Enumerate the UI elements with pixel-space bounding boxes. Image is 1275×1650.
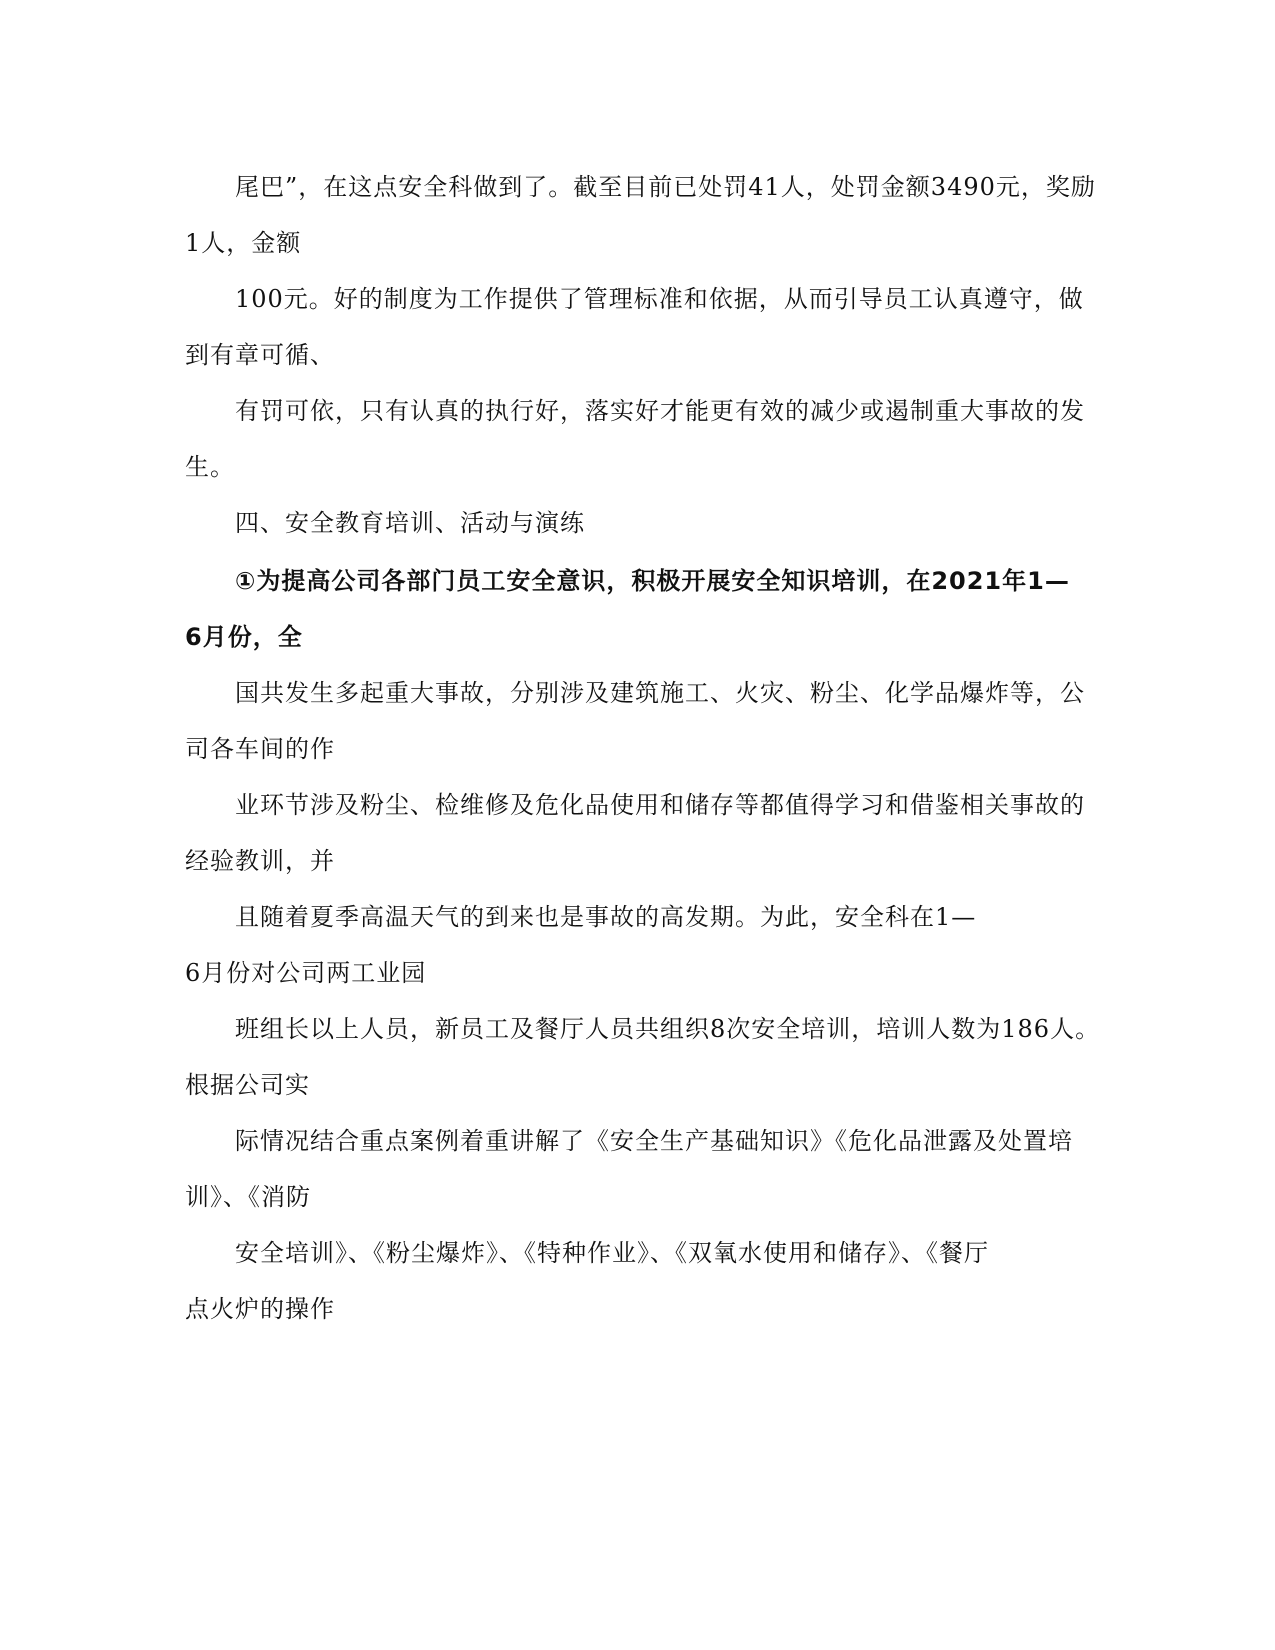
section-heading: 四、安全教育培训、活动与演练 — [235, 509, 585, 537]
paragraph-line: 训》、《消防 — [185, 1183, 311, 1211]
paragraph-line: 经验教训，并 — [185, 847, 335, 875]
paragraph-line: 际情况结合重点案例着重讲解了《安全生产基础知识》《危化品泄露及处置培 — [235, 1127, 1073, 1155]
paragraph-line: 6月份对公司两工业园 — [185, 959, 427, 987]
paragraph-line: 安全培训》、《粉尘爆炸》、《特种作业》、《双氧水使用和储存》、《餐厅 — [235, 1239, 989, 1267]
paragraph-line: 业环节涉及粉尘、检维修及危化品使用和储存等都值得学习和借鉴相关事故的 — [235, 791, 1085, 819]
bold-paragraph-line: 6月份，全 — [185, 623, 303, 651]
paragraph-line: 司各车间的作 — [185, 735, 335, 763]
paragraph-line: 班组长以上人员，新员工及餐厅人员共组织8次安全培训，培训人数为186人。 — [235, 1015, 1101, 1043]
paragraph-line: 生。 — [185, 453, 235, 481]
paragraph-line: 有罚可依，只有认真的执行好，落实好才能更有效的减少或遏制重大事故的发 — [235, 397, 1085, 425]
paragraph-line: 到有章可循、 — [185, 341, 335, 369]
paragraph-line: 且随着夏季高温天气的到来也是事故的高发期。为此，安全科在1— — [235, 903, 977, 931]
paragraph-line: 国共发生多起重大事故，分别涉及建筑施工、火灾、粉尘、化学品爆炸等，公 — [235, 679, 1085, 707]
paragraph-line: 点火炉的操作 — [185, 1295, 335, 1323]
paragraph-line: 100元。好的制度为工作提供了管理标准和依据，从而引导员工认真遵守，做 — [235, 285, 1084, 313]
paragraph-line: 1人，金额 — [185, 229, 302, 257]
paragraph-line: 根据公司实 — [185, 1071, 310, 1099]
paragraph-line: 尾巴”，在这点安全科做到了。截至目前已处罚41人，处罚金额3490元，奖励 — [235, 173, 1096, 201]
bold-paragraph-line: ①为提高公司各部门员工安全意识，积极开展安全知识培训，在2021年1— — [235, 567, 1070, 595]
